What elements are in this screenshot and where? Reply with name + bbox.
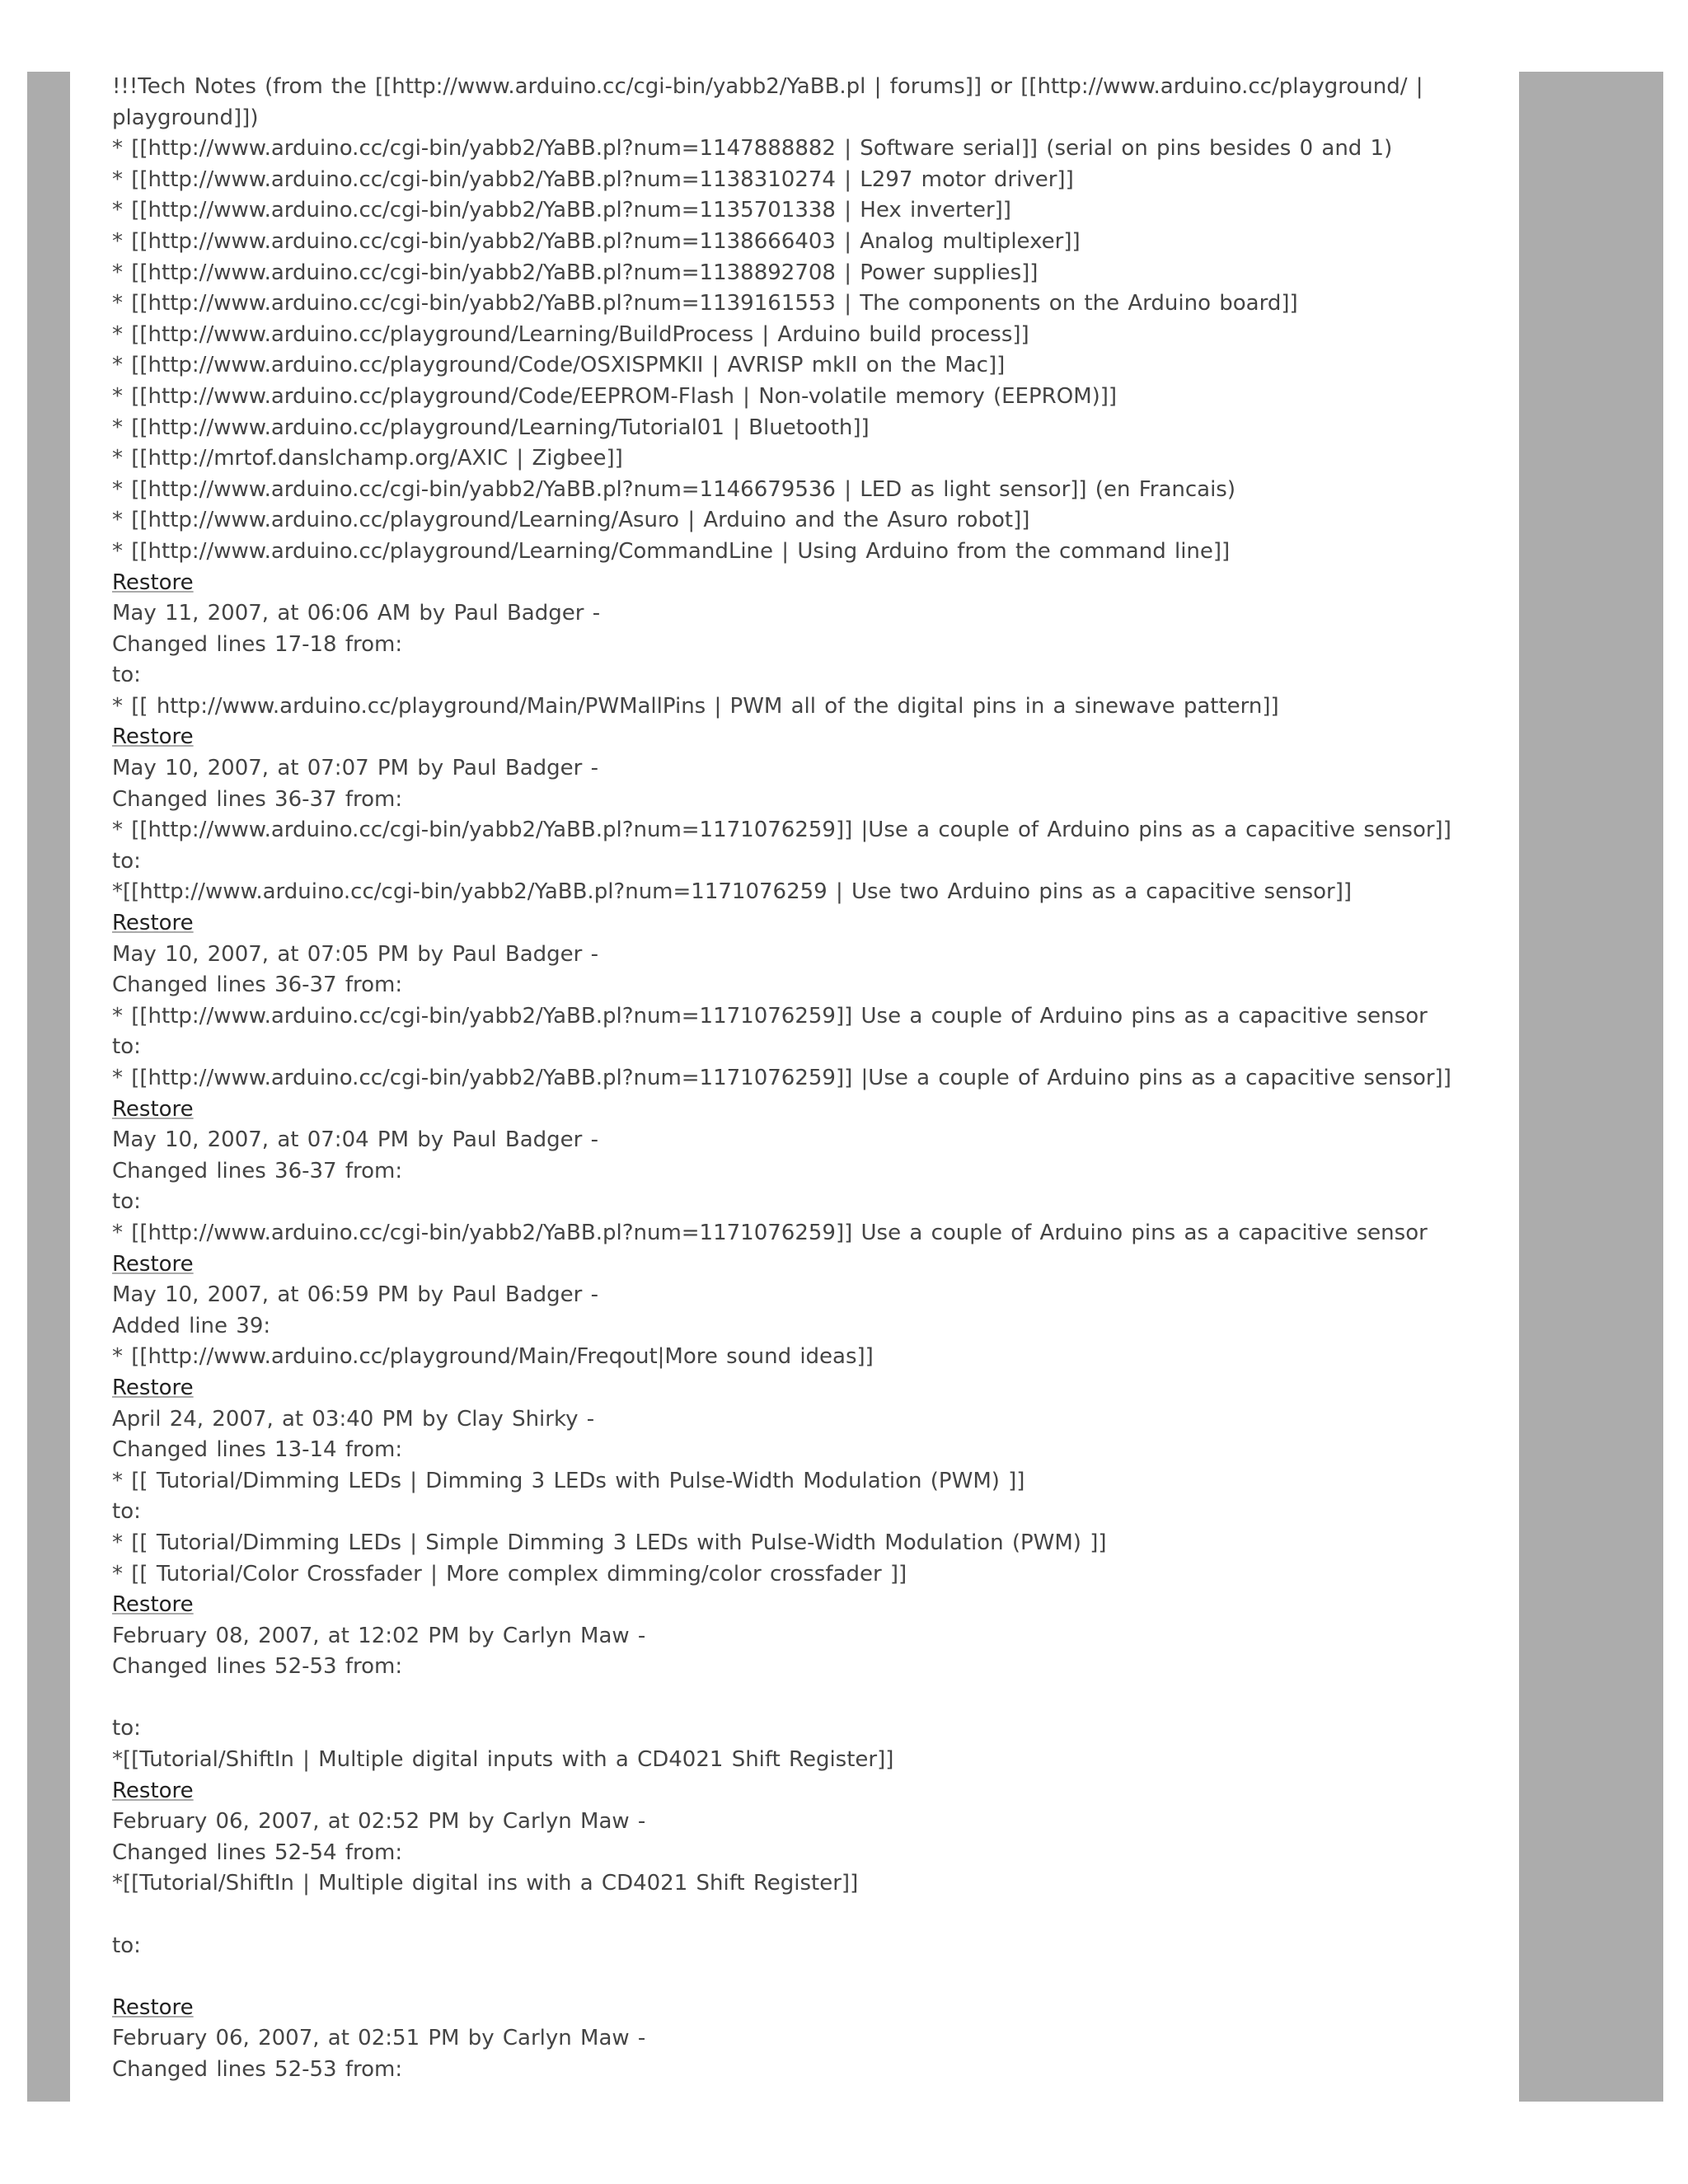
restore-link[interactable]: Restore: [112, 1251, 194, 1277]
restore-row: [112, 568, 1513, 599]
revision-header: May 10, 2007, at 06:59 PM by Paul Badger -: [112, 1282, 598, 1308]
restore-row: [112, 1776, 1513, 1807]
tech-note-item: * [[http://www.arduino.cc/playground/Code/EEPROM-Flash | Non-volatile memory (EEPROM)]]: [112, 383, 1118, 409]
tech-notes-heading-line: playground]]): [112, 105, 259, 130]
tech-note-item: * [[http://www.arduino.cc/playground/Learning/BuildProcess | Arduino build process]]: [112, 321, 1029, 347]
diff-line: to:: [112, 1189, 141, 1215]
restore-row: [112, 908, 1513, 940]
tech-note-item: * [[http://www.arduino.cc/cgi-bin/yabb2/YaBB.pl?num=1138310274 | L297 motor driver]]: [112, 166, 1074, 192]
diff-line: * [[ Tutorial/Dimming LEDs | Simple Dimming 3 LEDs with Pulse-Width Modulation (PWM) ]]: [112, 1530, 1107, 1555]
restore-row: [112, 1094, 1513, 1126]
diff-line: Added line 39:: [112, 1313, 271, 1338]
restore-row: [112, 1590, 1513, 1621]
diff-line: Changed lines 36-37 from:: [112, 786, 403, 812]
restore-row: [112, 1249, 1513, 1281]
diff-line: Changed lines 13-14 from:: [112, 1437, 403, 1463]
diff-line: to:: [112, 848, 141, 874]
revision-header: May 11, 2007, at 06:06 AM by Paul Badger -: [112, 601, 601, 626]
restore-row: [112, 1993, 1513, 2024]
diff-line: * [[http://www.arduino.cc/cgi-bin/yabb2/YaBB.pl?num=1171076259]] Use a couple of Arduino pins as a capacitive sensor: [112, 1220, 1428, 1245]
diff-line: * [[ Tutorial/Color Crossfader | More complex dimming/color crossfader ]]: [112, 1561, 907, 1586]
diff-line: * [[http://www.arduino.cc/playground/Main/Freqout|More sound ideas]]: [112, 1344, 874, 1370]
tech-notes-list: [112, 134, 1513, 567]
tech-note-item: * [[http://www.arduino.cc/cgi-bin/yabb2/YaBB.pl?num=1146679536 | LED as light sensor]] (en Francais): [112, 476, 1236, 502]
tech-notes-heading-line: !!!Tech Notes (from the [[http://www.arduino.cc/cgi-bin/yabb2/YaBB.pl | forums]] or [[http://www.arduino.cc/playground/ |: [112, 74, 1423, 99]
diff-line: Changed lines 36-37 from:: [112, 972, 403, 998]
tech-note-item: * [[http://www.arduino.cc/cgi-bin/yabb2/YaBB.pl?num=1147888882 | Software serial]] (serial on pins besides 0 and 1): [112, 136, 1393, 162]
blank-diff-line: [112, 1961, 1513, 1993]
diff-line: * [[ Tutorial/Dimming LEDs | Dimming 3 LEDs with Pulse-Width Modulation (PWM) ]]: [112, 1468, 1025, 1493]
left-gray-bar: [27, 72, 70, 2102]
diff-line: Changed lines 52-54 from:: [112, 1840, 403, 1865]
diff-line: *[[Tutorial/ShiftIn | Multiple digital ins with a CD4021 Shift Register]]: [112, 1871, 859, 1896]
restore-link[interactable]: Restore: [112, 1994, 194, 2020]
diff-line: *[[http://www.arduino.cc/cgi-bin/yabb2/YaBB.pl?num=1171076259 | Use two Arduino pins as a capacitive sensor]]: [112, 879, 1352, 905]
revision-header: May 10, 2007, at 07:07 PM by Paul Badger -: [112, 756, 598, 781]
diff-line: Changed lines 52-53 from:: [112, 1654, 403, 1680]
revision-header: February 06, 2007, at 02:51 PM by Carlyn Maw -: [112, 2026, 646, 2051]
diff-line: to:: [112, 1716, 141, 1741]
restore-link[interactable]: Restore: [112, 569, 194, 595]
restore-link[interactable]: Restore: [112, 1592, 194, 1618]
diff-line: to:: [112, 1034, 141, 1060]
diff-line: * [[http://www.arduino.cc/cgi-bin/yabb2/YaBB.pl?num=1171076259]] Use a couple of Arduino pins as a capacitive sensor: [112, 1003, 1428, 1029]
tech-note-item: * [[http://www.arduino.cc/playground/Learning/CommandLine | Using Arduino from the command line]]: [112, 538, 1231, 564]
diff-line: Changed lines 36-37 from:: [112, 1158, 403, 1183]
revision-history: [112, 568, 1513, 2086]
revision-header: February 06, 2007, at 02:52 PM by Carlyn Maw -: [112, 1809, 646, 1835]
diff-line: to:: [112, 663, 141, 688]
diff-line: * [[ http://www.arduino.cc/playground/Main/PWMallPins | PWM all of the digital pins in a sinewave pattern]]: [112, 693, 1279, 719]
diff-line: *[[Tutorial/ShiftIn | Multiple digital inputs with a CD4021 Shift Register]]: [112, 1747, 894, 1773]
revision-header: April 24, 2007, at 03:40 PM by Clay Shirky -: [112, 1406, 595, 1432]
revision-header: February 08, 2007, at 12:02 PM by Carlyn Maw -: [112, 1623, 646, 1648]
diff-line: Changed lines 52-53 from:: [112, 2057, 403, 2082]
revision-header: May 10, 2007, at 07:05 PM by Paul Badger -: [112, 941, 598, 967]
page-history-content: [112, 72, 1513, 2086]
tech-note-item: * [[http://www.arduino.cc/playground/Code/OSXISPMKII | AVRISP mkII on the Mac]]: [112, 353, 1006, 378]
restore-row: [112, 722, 1513, 753]
diff-line: to:: [112, 1499, 141, 1525]
restore-link[interactable]: Restore: [112, 1778, 194, 1803]
blank-diff-line: [112, 1900, 1513, 1931]
restore-link[interactable]: Restore: [112, 1375, 194, 1400]
tech-note-item: * [[http://www.arduino.cc/cgi-bin/yabb2/YaBB.pl?num=1139161553 | The components on the Arduino board]]: [112, 291, 1298, 316]
revision-header: May 10, 2007, at 07:04 PM by Paul Badger -: [112, 1127, 598, 1153]
restore-link[interactable]: Restore: [112, 1096, 194, 1122]
tech-note-item: * [[http://www.arduino.cc/playground/Learning/Asuro | Arduino and the Asuro robot]]: [112, 508, 1030, 533]
diff-line: to:: [112, 1933, 141, 1958]
tech-note-item: * [[http://www.arduino.cc/cgi-bin/yabb2/YaBB.pl?num=1138666403 | Analog multiplexer]]: [112, 228, 1081, 254]
restore-link[interactable]: Restore: [112, 724, 194, 750]
restore-link[interactable]: Restore: [112, 911, 194, 936]
tech-note-item: * [[http://www.arduino.cc/playground/Learning/Tutorial01 | Bluetooth]]: [112, 415, 870, 440]
diff-line: * [[http://www.arduino.cc/cgi-bin/yabb2/YaBB.pl?num=1171076259]] |Use a couple of Arduino pins as a capacitive sensor]]: [112, 818, 1451, 843]
tech-note-item: * [[http://www.arduino.cc/cgi-bin/yabb2/YaBB.pl?num=1138892708 | Power supplies]]: [112, 260, 1039, 285]
tech-note-item: * [[http://www.arduino.cc/cgi-bin/yabb2/YaBB.pl?num=1135701338 | Hex inverter]]: [112, 198, 1011, 223]
restore-row: [112, 1373, 1513, 1404]
diff-line: * [[http://www.arduino.cc/cgi-bin/yabb2/YaBB.pl?num=1171076259]] |Use a couple of Arduino pins as a capacitive sensor]]: [112, 1066, 1451, 1090]
diff-line: Changed lines 17-18 from:: [112, 631, 403, 657]
right-gray-bar: [1519, 72, 1663, 2102]
tech-note-item: * [[http://mrtof.danslchamp.org/AXIC | Zigbee]]: [112, 446, 623, 471]
blank-diff-line: [112, 1683, 1513, 1714]
